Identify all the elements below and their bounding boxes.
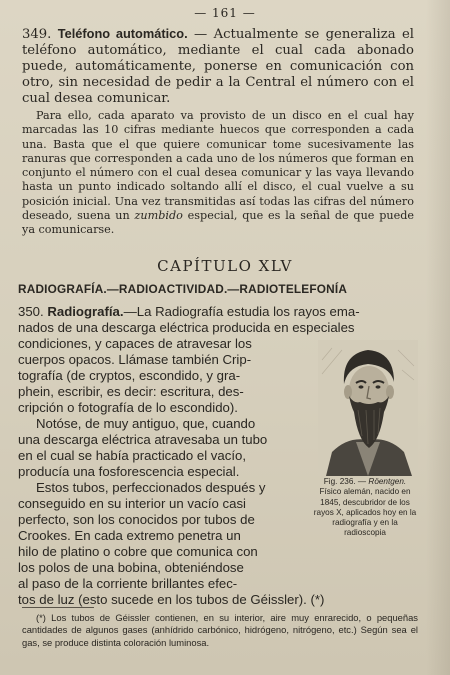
section-350-line: conseguido en su interior un vacío casi (18, 496, 246, 511)
footnote-rule (22, 607, 94, 608)
section-350-line: Notóse, de muy antiguo, que, cuando (36, 416, 256, 431)
section-349-number: 349. (22, 27, 52, 42)
section-350-line: los polos de una bobina, obteniéndose (18, 560, 244, 575)
caption-text: Físico alemán, nacido en 1845, descubridor de los rayos X, aplicados hoy en la radiografía y en la radioscopia (313, 487, 417, 538)
section-350-line: 350. Radiografía.—La Radiografía estudia los rayos ema- (18, 304, 360, 319)
dial-text-before: Para ello, cada aparato va provisto de un disco en el cual hay marcadas las 10 cifras mediante huecos que corresponden a cada una. Basta que el que quiere comunicar tome sucesivamente las ranuras que corresponden a cada uno de los números que forman en conjunto el número con el cual desea comunicar y las vaya llevando hasta un punto indicado soltando allí el disco, el cual vuelve a su posición inicial. Una vez transmitidas así todas las cifras del número deseado, suena un (22, 109, 414, 223)
roentgen-portrait (318, 340, 418, 476)
section-350-line: en el cual se había practicado el vacío, (18, 448, 246, 463)
section-350-line: producía una fosforescencia especial. (18, 464, 240, 479)
caption-name: Röentgen. (368, 477, 407, 486)
chapter-subtitle: RADIOGRAFÍA.—RADIOACTIVIDAD.—RADIOTELEFONÍA (18, 282, 348, 296)
section-350-line: una descarga eléctrica atravesaba un tubo (18, 432, 268, 447)
section-350-line: al paso de la corriente brillantes efec- (18, 576, 238, 591)
section-350-line: condiciones, y capaces de atravesar los (18, 336, 252, 351)
caption-label: Fig. 236. — (323, 477, 369, 486)
section-350-line: nados de una descarga eléctrica producida en especiales (18, 320, 355, 335)
dial-text-italic: zumbido (134, 209, 183, 223)
chapter-title: CAPÍTULO XLV (157, 257, 293, 275)
section-350-line: Estos tubos, perfeccionados después y (36, 480, 266, 495)
section-350-line: hilo de platino o cobre que comunica con (18, 544, 258, 559)
section-350-line: tos de luz (esto sucede en los tubos de Géissler). (*) (18, 592, 325, 607)
figure-caption (312, 477, 418, 539)
section-350-title: Radiografía. (47, 304, 124, 319)
section-350-line: Crookes. En cada extremo penetra un (18, 528, 241, 543)
page-number: — 161 — (194, 6, 256, 20)
page-edge-shadow (426, 0, 450, 675)
section-350-number: 350. (18, 304, 44, 319)
dial-text-after: especial, que es la señal de que puede ya comunicarse. (22, 209, 414, 237)
footnote: (*) Los tubos de Géissler contienen, en su interior, aire muy enrarecido, o pequeñas cantidades de algunos gases (anhídrido carbónico, hidrógeno, nitrógeno, etc.) Según sea el gas, se produce distinta coloración luminosa. (22, 612, 418, 648)
section-349-paragraph (22, 26, 414, 107)
section-349-title: Teléfono automático. (57, 26, 188, 41)
section-349-text: — Actualmente se generaliza el teléfono automático, mediante el cual cada abonado puede, automáticamente, ponerse en comunicación con otro, sin necesidad de pedir a la Central el número con el cual desea comunicar. (22, 27, 414, 106)
dial-explanation-paragraph (22, 109, 414, 238)
section-350-line: tografía (de cryptos, escondido, y gra- (18, 368, 241, 383)
section-350-line: phein, escribir, es decir: escritura, des- (18, 384, 244, 399)
section-350-line: perfecto, son los conocidos por tubos de (18, 512, 255, 527)
section-350-line: cuerpos opacos. Llámase también Crip- (18, 352, 252, 367)
section-350-line: cripción o fotografía de lo escondido). (18, 400, 238, 415)
